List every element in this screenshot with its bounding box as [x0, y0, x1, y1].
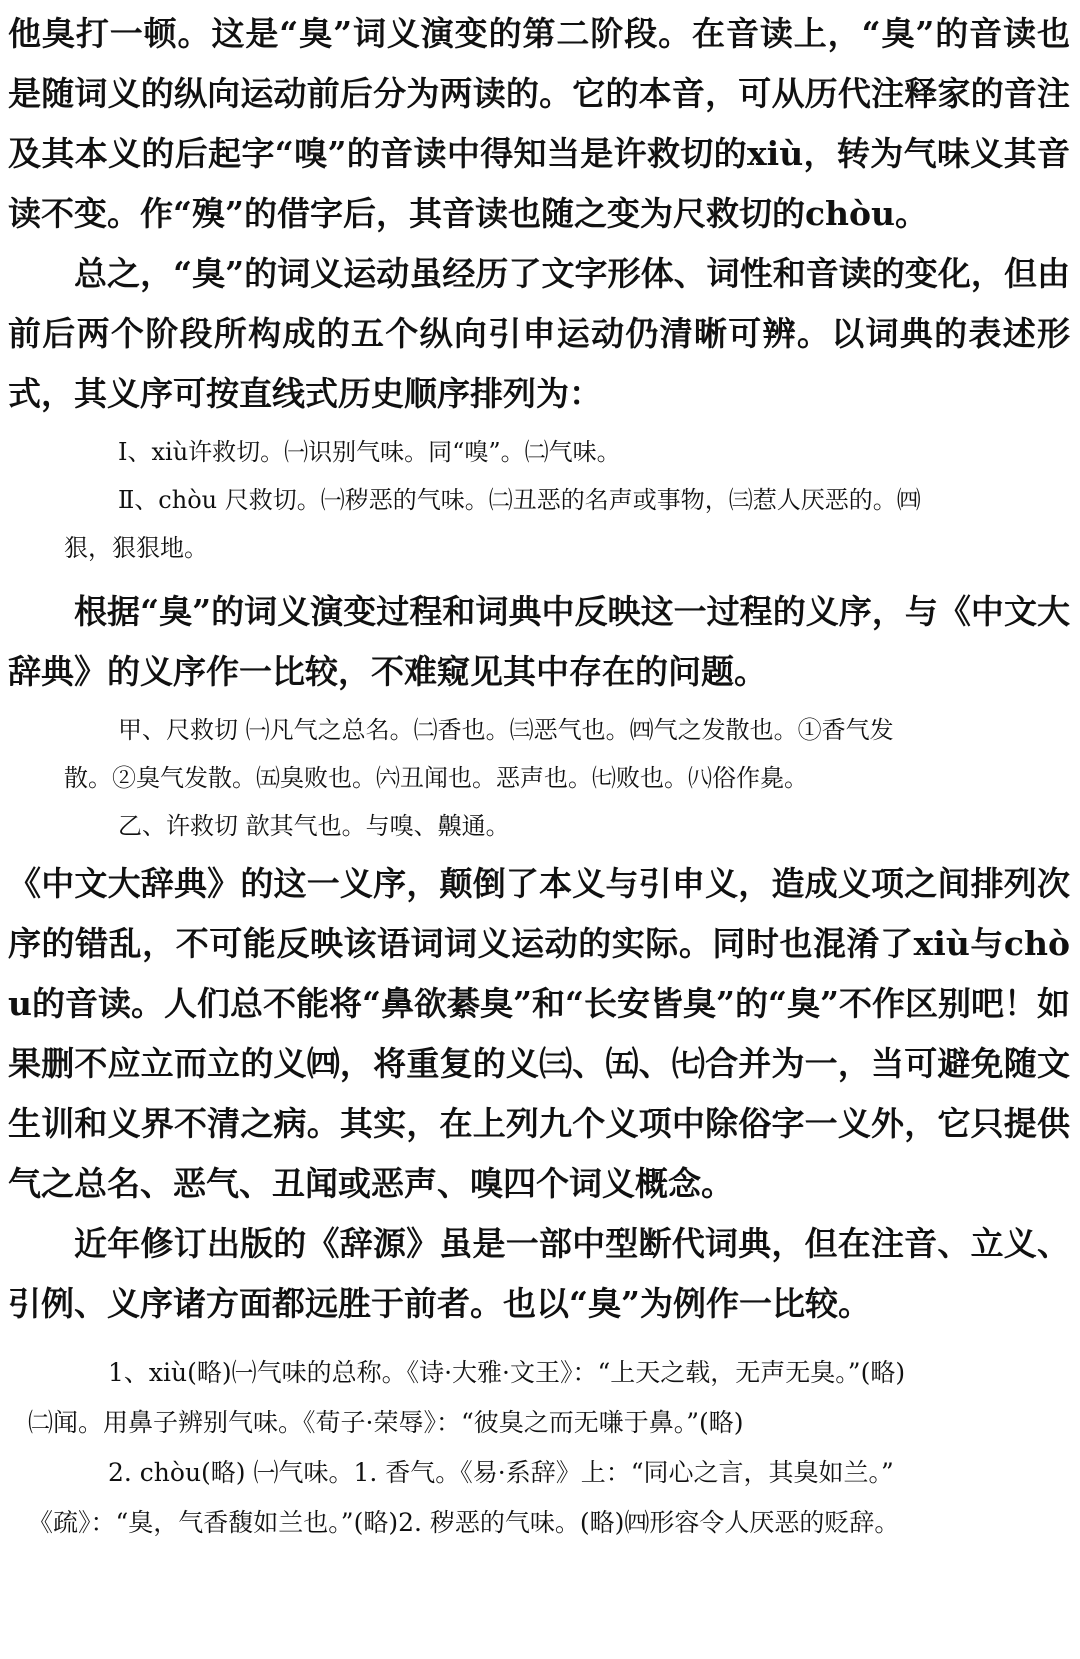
paragraph-ciyuan: 近年修订出版的《辞源》虽是一部中型断代词典，但在注音、立义、引例、义序诸方面都远胜于前者。也以“臭”为例作一比较。 — [8, 1224, 1070, 1323]
ciyuan-entry-1-cont: ㈡闻。用鼻子辨别气味。《荀子·荣辱》：“彼臭之而无嗛于鼻。”(略) — [28, 1408, 744, 1437]
zhongwen-entry-jia: 甲、尺救切 ㈠凡气之总名。㈡香也。㈢恶气也。㈣气之发散也。①香气发 — [118, 716, 894, 744]
paragraph-phonetics: 他臭打一顿。这是“臭”词义演变的第二阶段。在音读上，“臭”的音读也是随词义的纵向运动前后分为两读的。它的本音，可从历代注释家的音注及其本义的后起字“嗅”的音读中得知当是许救切的xiù，转为气味义其音读不变。作“殠”的借字后，其音读也随之变为尺救切的chòu。 — [8, 14, 1070, 233]
dictionary-entry-block — [8, 428, 1070, 572]
dictionary-entry-chou-cont: 狠，狠狠地。 — [64, 534, 208, 562]
zhongwen-entry-block — [8, 706, 1070, 850]
ciyuan-entry-2: 2. chòu(略) ㈠气味。1. 香气。《易·系辞》上：“同心之言，其臭如兰。” — [108, 1458, 894, 1487]
dictionary-entry-chou: Ⅱ、chòu 尺救切。㈠秽恶的气味。㈡丑恶的名声或事物，㈢惹人厌恶的。㈣ — [118, 486, 921, 514]
paragraph-critique: 《中文大辞典》的这一义序，颠倒了本义与引申义，造成义项之间排列次序的错乱，不可能反映该语词词义运动的实际。同时也混淆了xiù与chòu的音读。人们总不能将“鼻欲綦臭”和“长安皆臭”的“臭”不作区别吧！如果删不应立而立的义㈣，将重复的义㈢、㈤、㈦合并为一，当可避免随文生训和义界不清之病。其实，在上列九个义项中除俗字一义外，它只提供气之总名、恶气、丑闻或恶声、嗅四个词义概念。 — [8, 864, 1070, 1203]
ciyuan-entry-2-cont: 《疏》：“臭，气香馥如兰也。”(略)2. 秽恶的气味。(略)㈣形容令人厌恶的贬辞。 — [28, 1508, 900, 1537]
zhongwen-entry-yi: 乙、许救切 歆其气也。与嗅、齅通。 — [118, 812, 510, 840]
ciyuan-entry-block — [8, 1348, 1070, 1548]
dictionary-entry-xiu: Ⅰ、xiù许救切。㈠识别气味。同“嗅”。㈡气味。 — [118, 438, 621, 466]
paragraph-summary: 总之，“臭”的词义运动虽经历了文字形体、词性和音读的变化，但由前后两个阶段所构成的五个纵向引申运动仍清晰可辨。以词典的表述形式，其义序可按直线式历史顺序排列为： — [8, 254, 1070, 413]
zhongwen-entry-jia-cont: 散。②臭气发散。㈤臭败也。㈥丑闻也。恶声也。㈦败也。㈧俗作臰。 — [64, 764, 808, 792]
paragraph-comparison: 根据“臭”的词义演变过程和词典中反映这一过程的义序，与《中文大辞典》的义序作一比较，不难窥见其中存在的问题。 — [8, 592, 1070, 691]
ciyuan-entry-1: 1、xiù(略)㈠气味的总称。《诗·大雅·文王》：“上天之载，无声无臭。”(略) — [108, 1358, 906, 1387]
